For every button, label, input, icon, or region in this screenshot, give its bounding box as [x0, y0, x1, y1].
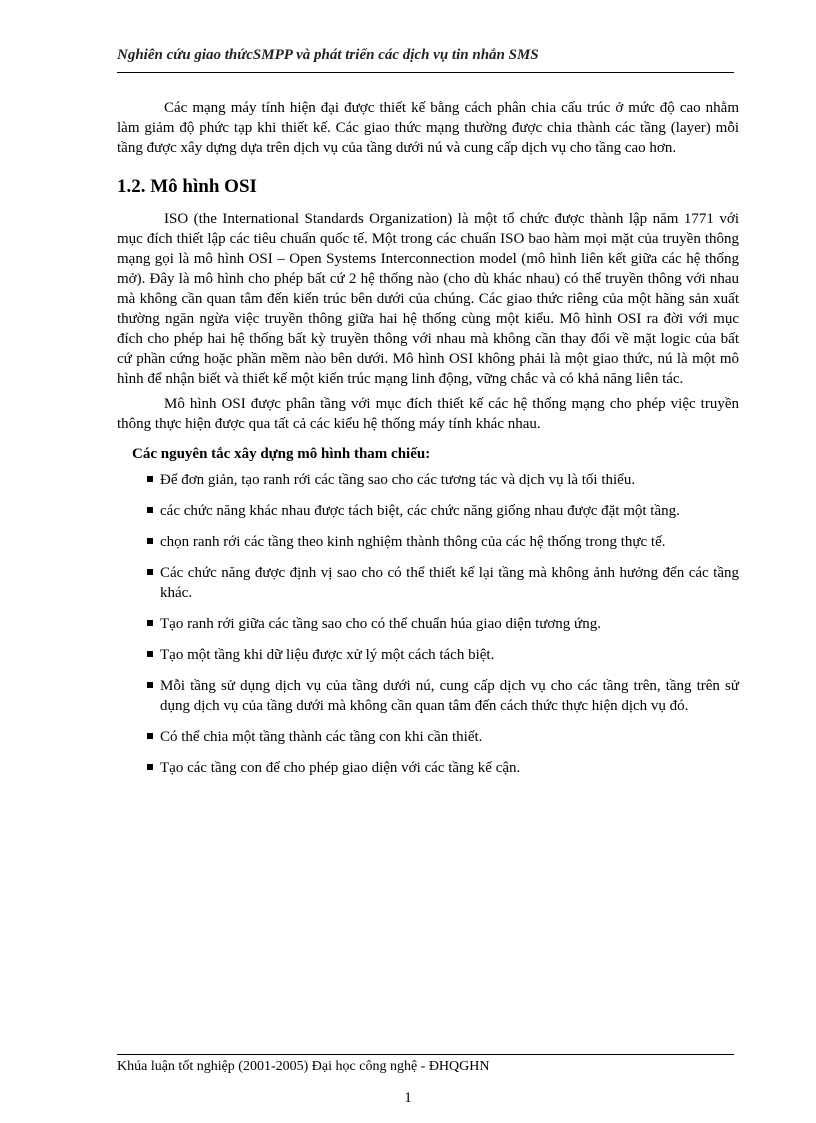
square-bullet-icon: [147, 733, 153, 739]
footer-text: Khúa luận tốt nghiệp (2001-2005) Đại học công nghệ - ĐHQGHN: [117, 1059, 490, 1074]
header-divider: [117, 72, 734, 73]
square-bullet-icon: [147, 476, 153, 482]
principles-list: [117, 470, 739, 778]
osi-paragraph-1: ISO (the International Standards Organization) là một tổ chức được thành lập năm 1771 với mục đích thiết lập các tiêu chuẩn quốc tế. Một trong các chuẩn ISO bao hàm mọi mặt của truyền thông mạng gọi là mô hình OSI – Open Systems Interconnection model (mô hình liên kết giữa các hệ thống mở). Đây là mô hình cho phép bất cứ 2 hệ thống nào (cho dù khác nhau) có thể truyền thông với nhau mà không cần quan tâm đến kiến trúc bên dưới của chúng. Các giao thức riêng của một hãng sản xuất thường ngăn ngừa việc truyền thông giữa hai hệ thống cùng một kiểu. Mô hình OSI ra đời với mục đích cho phép hai hệ thống bất kỳ truyền thông với nhau mà không cần thay đổi về mặt logic của bất cứ phần cứng hoặc phần mềm nào bên dưới. Mô hình OSI không phải là một giao thức, nú là một mô hình để nhận biết và thiết kế một kiến trúc mạng linh động, vững chắc và có khả năng liên tác.: [117, 211, 739, 387]
footer-divider: [117, 1054, 734, 1055]
list-item-text: Các chức năng được định vị sao cho có thể thiết kế lại tầng mà không ảnh hưởng đến các tầng khác.: [160, 565, 739, 601]
square-bullet-icon: [147, 620, 153, 626]
list-item-text: Tạo một tầng khi dữ liệu được xử lý một cách tách biệt.: [160, 647, 495, 663]
list-item-text: chọn ranh rới các tầng theo kinh nghiệm thành thông của các hệ thống trong thực tế.: [160, 534, 666, 550]
square-bullet-icon: [147, 682, 153, 688]
list-item: [117, 727, 739, 747]
page-number: 1: [404, 1090, 412, 1106]
list-item-text: Mỗi tầng sử dụng dịch vụ của tầng dưới nú, cung cấp dịch vụ cho các tầng trên, tầng trên sử dụng dịch vụ của tầng dưới mà không cần quan tâm đến cách thức thực hiện dịch vụ đó.: [160, 678, 739, 714]
list-item: [117, 532, 739, 552]
square-bullet-icon: [147, 764, 153, 770]
list-item: [117, 758, 739, 778]
osi-paragraph-2: Mô hình OSI được phân tầng với mục đích thiết kế các hệ thống mạng cho phép việc truyền thông thực hiện được qua tất cả các kiểu hệ thống máy tính khác nhau.: [117, 396, 739, 432]
list-item-text: các chức năng khác nhau được tách biệt, các chức năng giống nhau được đặt một tầng.: [160, 503, 680, 519]
list-item: [117, 614, 739, 634]
list-item: [117, 645, 739, 665]
square-bullet-icon: [147, 507, 153, 513]
page-header-title: Nghiên cứu giao thứcSMPP và phát triển các dịch vụ tin nhắn SMS: [117, 47, 539, 63]
list-item-text: Tạo các tầng con để cho phép giao diện với các tầng kế cận.: [160, 760, 521, 776]
list-item: [117, 676, 739, 716]
square-bullet-icon: [147, 651, 153, 657]
list-item: [117, 501, 739, 521]
square-bullet-icon: [147, 569, 153, 575]
list-item-text: Để đơn giản, tạo ranh rới các tầng sao cho các tương tác và dịch vụ là tối thiểu.: [160, 472, 636, 488]
square-bullet-icon: [147, 538, 153, 544]
intro-paragraph: Các mạng máy tính hiện đại được thiết kế bằng cách phân chia cấu trúc ở mức độ cao nhằm làm giảm độ phức tạp khi thiết kế. Các giao thức mạng thường được chia thành các tầng (layer) mỗi tầng được xây dựng dựa trên dịch vụ của tầng dưới nú và cung cấp dịch vụ cho tầng cao hơn.: [117, 100, 739, 156]
document-body: [117, 98, 739, 789]
principles-heading: Các nguyên tắc xây dựng mô hình tham chiếu:: [132, 446, 431, 462]
section-title: 1.2. Mô hình OSI: [117, 176, 257, 197]
list-item: [117, 563, 739, 603]
list-item-text: Tạo ranh rới giữa các tầng sao cho có thể chuẩn húa giao diện tương ứng.: [160, 616, 601, 632]
list-item-text: Có thể chia một tầng thành các tầng con khi cần thiết.: [160, 729, 483, 745]
list-item: [117, 470, 739, 490]
